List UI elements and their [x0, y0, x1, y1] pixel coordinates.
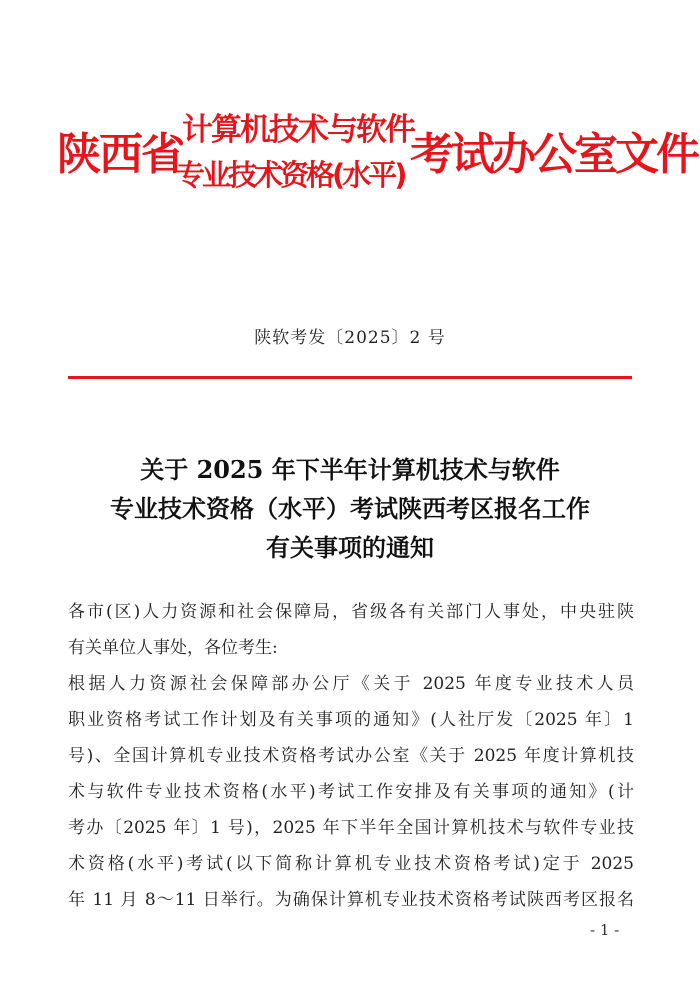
header-province: 陕西省: [57, 129, 183, 180]
red-divider-line: [68, 376, 632, 379]
body-line: 号)、全国计算机专业技术资格考试办公室《关于 2025 年度计算机技: [68, 746, 634, 766]
document-number: 陕软考发〔2025〕2 号: [254, 328, 446, 348]
header-exam-name-line2: 专业技术资格(水平): [176, 158, 405, 192]
header-exam-name-line1: 计算机技术与软件: [182, 112, 414, 148]
title-line-3: 有关事项的通知: [266, 533, 434, 562]
body-line: 术资格(水平)考试(以下简称计算机专业技术资格考试)定于 2025: [68, 854, 634, 874]
body-line: 根据人力资源社会保障部办公厅《关于 2025 年度专业技术人员: [68, 674, 634, 694]
body-line: 术与软件专业技术资格(水平)考试工作安排及有关事项的通知》(计: [68, 782, 634, 802]
body-line: 考办〔2025 年〕1 号)，2025 年下半年全国计算机技术与软件专业技: [68, 818, 634, 838]
page-number: - 1 -: [590, 921, 620, 939]
title-line-2: 专业技术资格（水平）考试陕西考区报名工作: [110, 494, 590, 523]
header-office-document: 考试办公室文件: [410, 129, 697, 180]
body-line: 有关单位人事处，各位考生:: [68, 638, 278, 658]
body-line: 各市(区)人力资源和社会保障局，省级各有关部门人事处，中央驻陕: [68, 602, 634, 622]
title-line-1: 关于 2025 年下半年计算机技术与软件: [140, 455, 560, 484]
body-line: 年 11 月 8～11 日举行。为确保计算机专业技术资格考试陕西考区报名: [68, 890, 634, 910]
body-line: 职业资格考试工作计划及有关事项的通知》(人社厅发〔2025 年〕1: [68, 710, 634, 730]
